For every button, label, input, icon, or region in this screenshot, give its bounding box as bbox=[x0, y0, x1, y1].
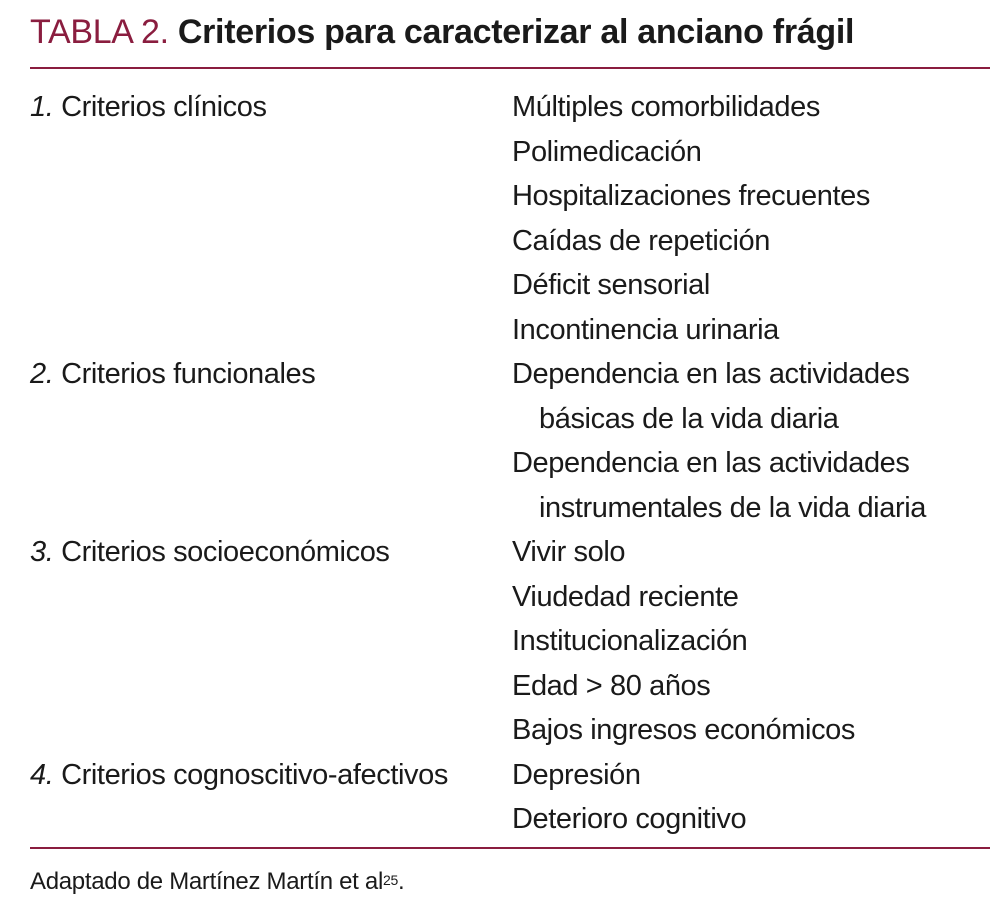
criteria-number: 2. bbox=[30, 358, 54, 390]
criteria-group bbox=[30, 530, 990, 753]
criteria-number: 3. bbox=[30, 536, 54, 568]
criteria-item bbox=[512, 708, 990, 753]
criteria-item-text: Vivir solo bbox=[512, 536, 626, 568]
footnote-end: . bbox=[397, 868, 405, 895]
criteria-item bbox=[512, 130, 990, 175]
criteria-name: Criterios socioeconómicos bbox=[61, 536, 390, 568]
table-label: TABLA 2. bbox=[30, 13, 169, 51]
criteria-number: 4. bbox=[30, 758, 54, 791]
criteria-item-text: Incontinencia urinaria bbox=[512, 313, 779, 346]
criteria-items bbox=[512, 530, 990, 753]
criteria-item-text: Deterioro cognitivo bbox=[512, 803, 747, 835]
criteria-item bbox=[512, 575, 990, 620]
criteria-name: Criterios clínicos bbox=[61, 91, 267, 123]
criteria-item bbox=[512, 263, 990, 308]
criteria-items bbox=[512, 352, 990, 530]
table-footnote bbox=[30, 865, 404, 899]
table-title-text: Criterios para caracterizar al anciano frágil bbox=[177, 13, 855, 51]
criteria-group bbox=[30, 352, 990, 530]
criteria-item-text: Múltiples comorbilidades bbox=[512, 91, 820, 123]
criteria-item-text: Dependencia en las actividades bbox=[512, 358, 910, 390]
criteria-item bbox=[512, 797, 990, 842]
criteria-group bbox=[30, 753, 990, 842]
criteria-item-text: Bajos ingresos económicos bbox=[512, 714, 856, 746]
criteria-table bbox=[30, 85, 990, 842]
criteria-item-text: Dependencia en las actividades bbox=[512, 447, 910, 479]
criteria-item bbox=[512, 619, 990, 664]
criteria-group bbox=[30, 85, 990, 352]
criteria-item bbox=[512, 352, 990, 441]
criteria-item bbox=[512, 441, 990, 530]
footnote-reference: 25 bbox=[382, 872, 398, 888]
criteria-name: Criterios funcionales bbox=[61, 358, 316, 390]
criteria-item-text: Viudedad reciente bbox=[512, 580, 739, 613]
criteria-number: 1. bbox=[30, 91, 54, 123]
criteria-item bbox=[512, 219, 990, 264]
top-rule bbox=[30, 67, 990, 69]
criteria-item-continuation: básicas de la vida diaria bbox=[539, 402, 839, 435]
criteria-category bbox=[30, 352, 512, 530]
criteria-item-text: Depresión bbox=[512, 758, 641, 791]
criteria-category bbox=[30, 530, 512, 753]
criteria-item-text: Caídas de repetición bbox=[512, 224, 770, 257]
criteria-name: Criterios cognoscitivo-afectivos bbox=[61, 758, 448, 791]
criteria-item bbox=[512, 308, 990, 353]
criteria-item bbox=[512, 664, 990, 709]
bottom-rule bbox=[30, 847, 990, 849]
criteria-item bbox=[512, 753, 990, 798]
footnote-text: Adaptado de Martínez Martín et al bbox=[30, 868, 383, 895]
criteria-items bbox=[512, 85, 990, 352]
criteria-item bbox=[512, 174, 990, 219]
criteria-item-text: Edad > 80 años bbox=[512, 669, 711, 702]
criteria-item-continuation: instrumentales de la vida diaria bbox=[539, 491, 926, 524]
criteria-item bbox=[512, 85, 990, 130]
criteria-item bbox=[512, 530, 990, 575]
criteria-items bbox=[512, 753, 990, 842]
criteria-item-text: Polimedicación bbox=[512, 135, 702, 168]
criteria-item-text: Déficit sensorial bbox=[512, 269, 710, 301]
criteria-item-text: Hospitalizaciones frecuentes bbox=[512, 180, 870, 212]
criteria-category bbox=[30, 753, 512, 842]
table-title bbox=[30, 10, 854, 54]
criteria-category bbox=[30, 85, 512, 352]
criteria-item-text: Institucionalización bbox=[512, 625, 748, 657]
